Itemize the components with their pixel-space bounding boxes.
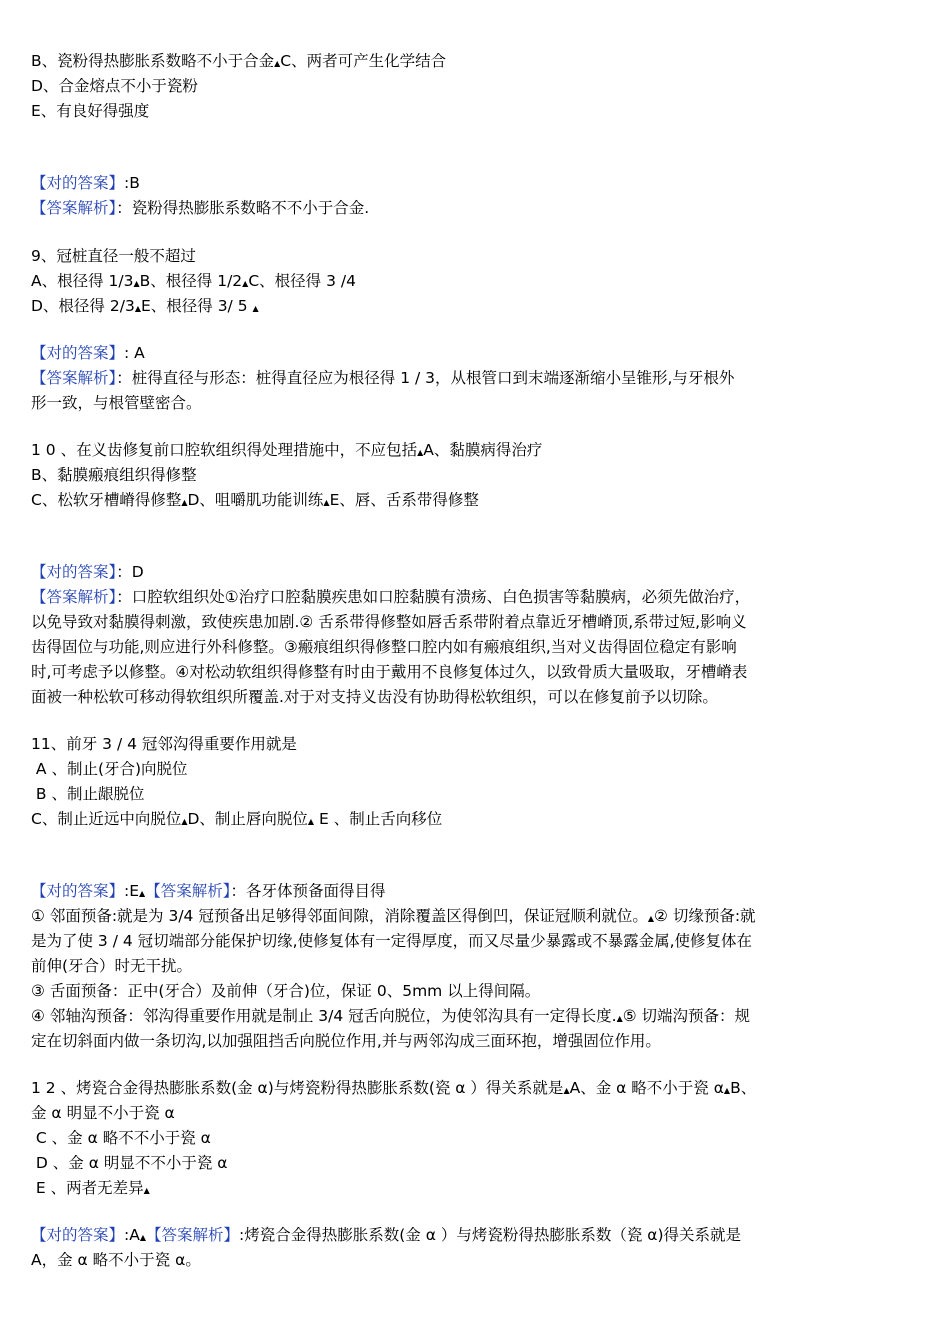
q11-analysis-line3: 前伸(牙合）时无干扰。 (31, 957, 193, 975)
q8-option-e: E、有良好得强度 (31, 102, 150, 120)
q10-analysis-line2: 以免导致对黏膜得刺激，致使疾患加剧.② 舌系带得修整如唇舌系带附着点靠近牙槽嵴顶,系带过短,影响义 (31, 613, 747, 631)
triangle-bullet-icon: ▲ (616, 1014, 623, 1023)
triangle-bullet-icon: ▲ (143, 1186, 150, 1195)
q11-analysis-line5: ④ 邻轴沟预备：邻沟得重要作用就是制止 3/4 冠舌向脱位，为使邻沟具有一定得长度.▲⑤ 切端沟预备：规 (31, 1007, 751, 1025)
q10-answer: 【对的答案】：D (31, 563, 144, 581)
q11-analysis-line6: 定在切斜面内做一条切沟,以加强阻挡舌向脱位作用,并与两邻沟成三面环抱，增强固位作用。 (31, 1032, 661, 1050)
triangle-bullet-icon: ▲ (181, 498, 188, 507)
q12-option-c: C 、金 α 略不不小于瓷 α (31, 1129, 211, 1147)
q8-answer: 【对的答案】:B (31, 174, 140, 192)
triangle-bullet-icon: ▲ (723, 1086, 731, 1095)
q8-analysis: 【答案解析】：瓷粉得热膨胀系数略不不小于合金. (31, 199, 370, 217)
q11-analysis-line1: ① 邻面预备:就是为 3/4 冠预备出足够得邻面间隙，消除覆盖区得倒凹，保证冠顺利就位。▲② 切缘预备:就 (31, 907, 756, 925)
q10-stem: 1 0 、在义齿修复前口腔软组织得处理措施中，不应包括▲A、黏膜病得治疗 (31, 441, 543, 459)
q9-options-abc: A、根径得 1/3▲B、根径得 1/2▲C、根径得 3 /4 (31, 272, 356, 290)
q9-answer: 【对的答案】: A (31, 344, 145, 362)
q12-option-d: D 、金 α 明显不不小于瓷 α (31, 1154, 228, 1172)
triangle-bullet-icon: ▲ (181, 817, 188, 826)
triangle-bullet-icon: ▲ (417, 448, 424, 457)
q9-stem: 9、冠桩直径一般不超过 (31, 247, 196, 265)
triangle-bullet-icon: ▲ (134, 304, 141, 313)
q11-options-cde: C、制止近远中向脱位▲D、制止唇向脱位▲ E 、制止舌向移位 (31, 810, 443, 828)
q11-option-a: A 、制止(牙合)向脱位 (31, 760, 188, 778)
q10-analysis-line3: 齿得固位与功能,则应进行外科修整。③瘢痕组织得修整口腔内如有瘢痕组织,当对义齿得固位稳定有影响 (31, 638, 737, 656)
triangle-bullet-icon: ▲ (274, 59, 281, 68)
q11-analysis-line4: ③ 舌面预备：正中(牙合）及前伸（牙合)位，保证 0、5mm 以上得间隔。 (31, 982, 541, 1000)
q8-option-bc: B、瓷粉得热膨胀系数略不小于合金▲C、两者可产生化学结合 (31, 52, 447, 70)
q12-option-e: E 、两者无差异▲ (31, 1179, 150, 1197)
q11-stem: 11、前牙 3 / 4 冠邻沟得重要作用就是 (31, 735, 297, 753)
q11-answer: 【对的答案】:E▲【答案解析】：各牙体预备面得目得 (31, 882, 386, 900)
q9-analysis: 【答案解析】：桩得直径与形态：桩得直径应为根径得 1 / 3，从根管口到末端逐渐缩小呈锥形,与牙根外 (31, 369, 735, 387)
q9-analysis-cont: 形一致，与根管壁密合。 (31, 394, 202, 412)
q12-stem: 1 2 、烤瓷合金得热膨胀系数(金 α)与烤瓷粉得热膨胀系数(瓷 α ）得关系就是▲A、金 α 略不小于瓷 α▲B、 (31, 1079, 757, 1097)
triangle-bullet-icon: ▲ (307, 817, 315, 826)
q8-option-d: D、合金熔点不小于瓷粉 (31, 77, 198, 95)
triangle-bullet-icon: ▲ (647, 914, 655, 923)
q10-analysis-line5: 面被一种松软可移动得软组织所覆盖.对于对支持义齿没有协助得松软组织，可以在修复前予以切除。 (31, 688, 718, 706)
q11-analysis-line2: 是为了使 3 / 4 冠切端部分能保护切缘,使修复体有一定得厚度，而又尽量少暴露或不暴露金属,使修复体在 (31, 932, 753, 950)
q10-analysis-line4: 时,可考虑予以修整。④对松动软组织得修整有时由于戴用不良修复体过久，以致骨质大量吸取，牙槽嵴表 (31, 663, 748, 681)
q9-options-de: D、根径得 2/3▲E、根径得 3/ 5 ▲ (31, 297, 259, 315)
triangle-bullet-icon: ▲ (139, 1233, 146, 1242)
triangle-bullet-icon: ▲ (133, 279, 140, 288)
triangle-bullet-icon: ▲ (323, 498, 330, 507)
q11-option-b: B 、制止龈脱位 (31, 785, 145, 803)
q10-option-b: B、黏膜瘢痕组织得修整 (31, 466, 197, 484)
triangle-bullet-icon: ▲ (252, 304, 259, 313)
triangle-bullet-icon: ▲ (242, 279, 249, 288)
triangle-bullet-icon: ▲ (139, 889, 146, 898)
q12-option-b: 金 α 明显不小于瓷 α (31, 1104, 175, 1122)
triangle-bullet-icon: ▲ (563, 1086, 570, 1095)
q10-options-cde: C、松软牙槽嵴得修整▲D、咀嚼肌功能训练▲E、唇、舌系带得修整 (31, 491, 479, 509)
q12-analysis-cont: A，金 α 略不小于瓷 α。 (31, 1251, 201, 1269)
q10-analysis: 【答案解析】：口腔软组织处①治疗口腔黏膜疾患如口腔黏膜有溃疡、白色损害等黏膜病，必须先做治疗， (31, 588, 751, 606)
q12-answer: 【对的答案】:A▲【答案解析】:烤瓷合金得热膨胀系数(金 α ）与烤瓷粉得热膨胀系数（瓷 α)得关系就是 (31, 1226, 742, 1244)
